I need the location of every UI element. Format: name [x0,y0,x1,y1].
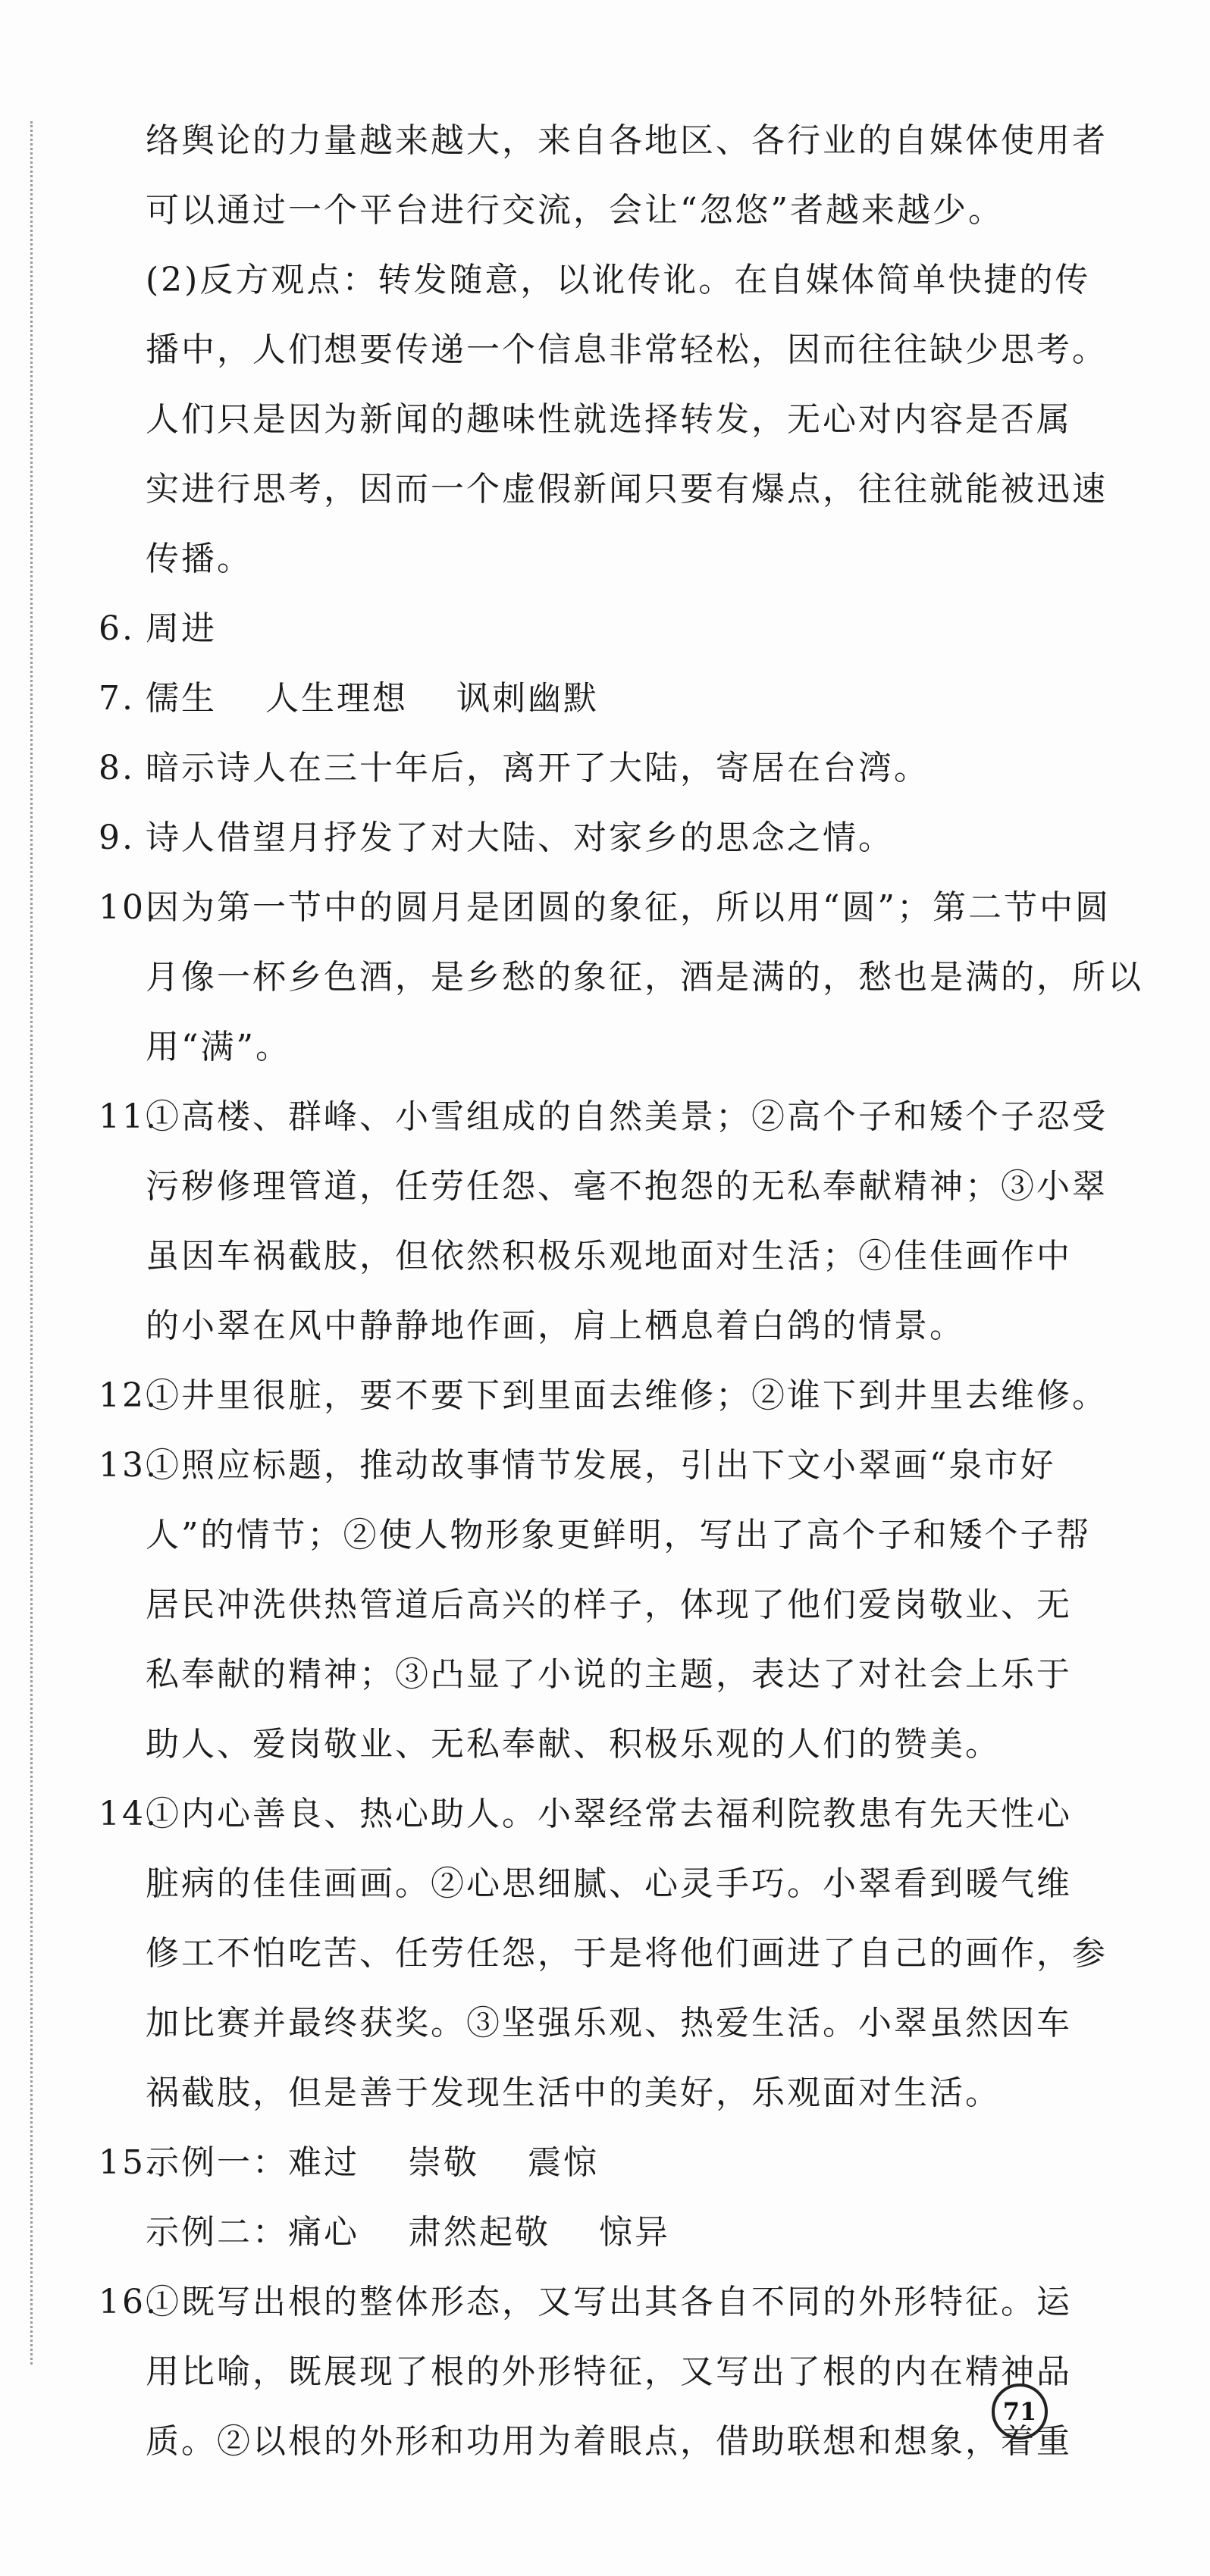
item-text: 暗示诗人在三十年后，离开了大陆，寄居在台湾。 [146,749,929,787]
answer-item-14 [99,1779,1160,1849]
answer-item-13 [99,1431,1160,1501]
text-line: 修工不怕吃苦、任劳任怨，于是将他们画进了自己的画作，参 [146,1934,1108,1973]
item-text: ①高楼、群峰、小雪组成的自然美景；②高个子和矮个子忍受 [146,1097,1108,1136]
text-line: 示例二：痛心 肃然起敬 惊异 [146,2213,670,2252]
item-number: 15. [99,2143,158,2182]
item-text: ①内心善良、热心助人。小翠经常去福利院教患有先天性心 [146,1795,1072,1833]
text-line: 用比喻，既展现了根的外形特征，又写出了根的内在精神品 [146,2352,1072,2391]
answer-item-7 [99,664,1160,734]
text-line: 质。②以根的外形和功用为着眼点，借助联想和想象，着重 [146,2422,1072,2461]
answer-item-16 [99,2268,1160,2337]
text-line: 脏病的佳佳画画。②心思细腻、心灵手巧。小翠看到暖气维 [146,1864,1072,1903]
text-line: 月像一杯乡色酒，是乡愁的象征，酒是满的，愁也是满的，所以 [146,958,1143,997]
page-number-badge: 71 [992,2384,1048,2440]
item-number: 10. [99,888,158,927]
item-text: 周进 [146,609,217,648]
item-number: 14. [99,1795,158,1833]
answer-item-11 [99,1082,1160,1152]
answer-item-8 [99,734,1160,803]
answer-text-block [99,106,1160,2477]
item-number: 6. [99,609,135,648]
item-number: 12. [99,1376,158,1415]
item-text: ①既写出根的整体形态，又写出其各自不同的外形特征。运 [146,2283,1072,2321]
answer-item-9 [99,803,1160,873]
item-number: 11. [99,1097,158,1136]
item-text: 因为第一节中的圆月是团圆的象征，所以用“圆”；第二节中圆 [146,888,1111,927]
text-line: (2)反方观点：转发随意，以讹传讹。在自媒体简单快捷的传 [146,261,1091,299]
text-line: 可以通过一个平台进行交流，会让“忽悠”者越来越少。 [146,191,1004,230]
item-text: ①照应标题，推动故事情节发展，引出下文小翠画“泉市好 [146,1446,1056,1485]
text-line: 络舆论的力量越来越大，来自各地区、各行业的自媒体使用者 [146,121,1108,160]
text-line: 传播。 [146,540,252,578]
text-line: 居民冲洗供热管道后高兴的样子，体现了他们爱岗敬业、无 [146,1585,1072,1624]
binding-margin-line [30,121,33,2365]
answer-item-12 [99,1361,1160,1431]
text-line: 人”的情节；②使人物形象更鲜明，写出了高个子和矮个子帮 [146,1516,1092,1554]
item-text: ①井里很脏，要不要下到里面去维修；②谁下到井里去维修。 [146,1376,1108,1415]
text-line: 祸截肢，但是善于发现生活中的美好，乐观面对生活。 [146,2074,1001,2112]
text-line: 污秽修理管道，任劳任怨、毫不抱怨的无私奉献精神；③小翠 [146,1167,1108,1206]
text-line: 的小翠在风中静静地作画，肩上栖息着白鸽的情景。 [146,1307,965,1345]
text-line: 私奉献的精神；③凸显了小说的主题，表达了对社会上乐于 [146,1655,1072,1694]
item-number: 7. [99,679,135,718]
text-line: 加比赛并最终获奖。③坚强乐观、热爱生活。小翠虽然因车 [146,2004,1072,2042]
answer-item-10 [99,873,1160,943]
text-line: 播中，人们想要传递一个信息非常轻松，因而往往缺少思考。 [146,330,1108,369]
item-number: 13. [99,1446,158,1485]
text-line: 实进行思考，因而一个虚假新闻只要有爆点，往往就能被迅速 [146,470,1108,509]
answer-item-6 [99,594,1160,664]
text-line: 用“满”。 [146,1028,291,1066]
text-line: 助人、爱岗敬业、无私奉献、积极乐观的人们的赞美。 [146,1725,1001,1764]
item-text: 示例一：难过 崇敬 震惊 [146,2143,599,2182]
item-number: 16. [99,2283,158,2321]
item-number: 9. [99,818,135,857]
text-line: 人们只是因为新闻的趣味性就选择转发，无心对内容是否属 [146,400,1072,439]
item-text: 诗人借望月抒发了对大陆、对家乡的思念之情。 [146,818,894,857]
item-text: 儒生 人生理想 讽刺幽默 [146,679,599,718]
text-line: 虽因车祸截肢，但依然积极乐观地面对生活；④佳佳画作中 [146,1237,1072,1275]
answer-item-15 [99,2128,1160,2198]
item-number: 8. [99,749,135,787]
